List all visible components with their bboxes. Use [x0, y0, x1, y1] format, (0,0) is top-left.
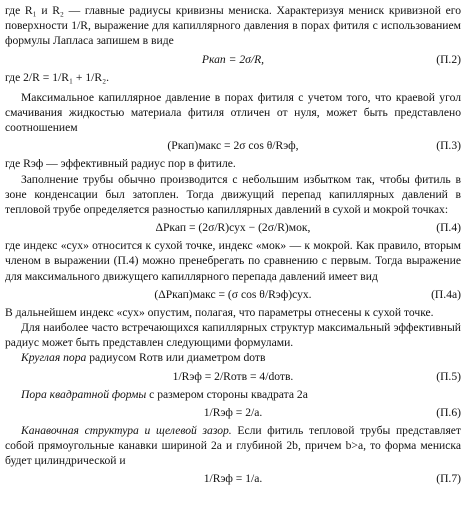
equation-p4a	[5, 284, 461, 305]
equation-p2	[5, 49, 461, 70]
text-paragraph: где 2/R = 1/R₁ + 1/R₂.	[5, 70, 110, 84]
equation-body: 1/Rэф = 1/a.	[203, 472, 263, 486]
text-span: с размером стороны квадрата 2a	[146, 387, 308, 401]
equation-body: ΔPкап = (2σ/R)сух − (2σ/R)мок,	[155, 221, 311, 235]
text-paragraph: В дальнейшем индекс «сух» опустим, полагая, что параметры отнесены к сухой точке.	[5, 305, 434, 319]
italic-heading: Канавочная структура и щелевой зазор.	[21, 423, 232, 437]
italic-heading: Круглая пора	[21, 351, 87, 365]
equation-number: (П.2)	[436, 52, 461, 66]
equation-p4	[5, 217, 461, 238]
text-paragraph: где R₁ и R₂ — главные радиусы кривизны мениска. Характеризуя мениск кривизной его поверхности 1/R, выражение для капиллярного давления в порах фитиля с использованием формулы Лапласа запишем в виде	[5, 4, 461, 48]
equation-number: (П.4)	[436, 221, 461, 235]
text-paragraph	[5, 387, 461, 402]
equation-body: (ΔPкап)макс = (σ cos θ/Rэф)сух.	[154, 287, 312, 301]
text-paragraph: где индекс «сух» относится к сухой точке, индекс «мок» — к мокрой. Как правило, вторым членом в выражении (П.4) можно пренебрегать по сравнению с первым. Тогда выражение для максимального движущего капиллярного перепада давлений имеет вид	[5, 239, 461, 283]
equation-body: 1/Rэф = 2/a.	[203, 405, 263, 419]
equation-p3	[5, 135, 461, 156]
italic-heading: Пора квадратной формы	[21, 387, 147, 401]
text-paragraph	[5, 350, 461, 365]
equation-number: (П.5)	[436, 369, 461, 383]
text-span: радиусом Rотв или диаметром dотв	[86, 351, 266, 365]
equation-p6	[5, 402, 461, 423]
equation-number: (П.3)	[436, 139, 461, 153]
equation-body: 1/Rэф = 2/Rотв = 4/dотв.	[172, 369, 294, 383]
equation-p7	[5, 468, 461, 489]
equation-number: (П.4а)	[431, 287, 461, 301]
equation-body: Pкап = 2σ/R,	[201, 52, 265, 66]
text-span: Если фитиль тепловой трубы представляет собой прямоугольные канавки шириной 2a и глубиной 2b, причем b>a, то форма мениска будет цилиндрической и	[5, 423, 461, 468]
text-paragraph: Для наиболее часто встречающихся капиллярных структур максимальный эффективный радиус может быть представлен следующими формулами.	[5, 321, 461, 350]
text-paragraph	[5, 423, 461, 469]
equation-body: (Pкап)макс = 2σ cos θ/Rэф,	[167, 139, 299, 153]
text-paragraph: Заполнение трубы обычно производится с небольшим избытком так, чтобы фитиль в зоне конденсации был затоплен. Тогда движущий перепад капиллярных давлений в тепловой трубе определяется разностью капиллярных давлений в сухой и мокрой точках:	[5, 172, 461, 217]
equation-p5	[5, 366, 461, 387]
equation-number: (П.7)	[436, 472, 461, 486]
equation-number: (П.6)	[436, 405, 461, 419]
text-paragraph: где Rэф — эффективный радиус пор в фитиле.	[5, 157, 236, 171]
text-paragraph: Максимальное капиллярное давление в порах фитиля с учетом того, что краевой угол смачивания жидкостью материала фитиля отличен от нуля, может быть представлено соотношением	[5, 90, 461, 135]
